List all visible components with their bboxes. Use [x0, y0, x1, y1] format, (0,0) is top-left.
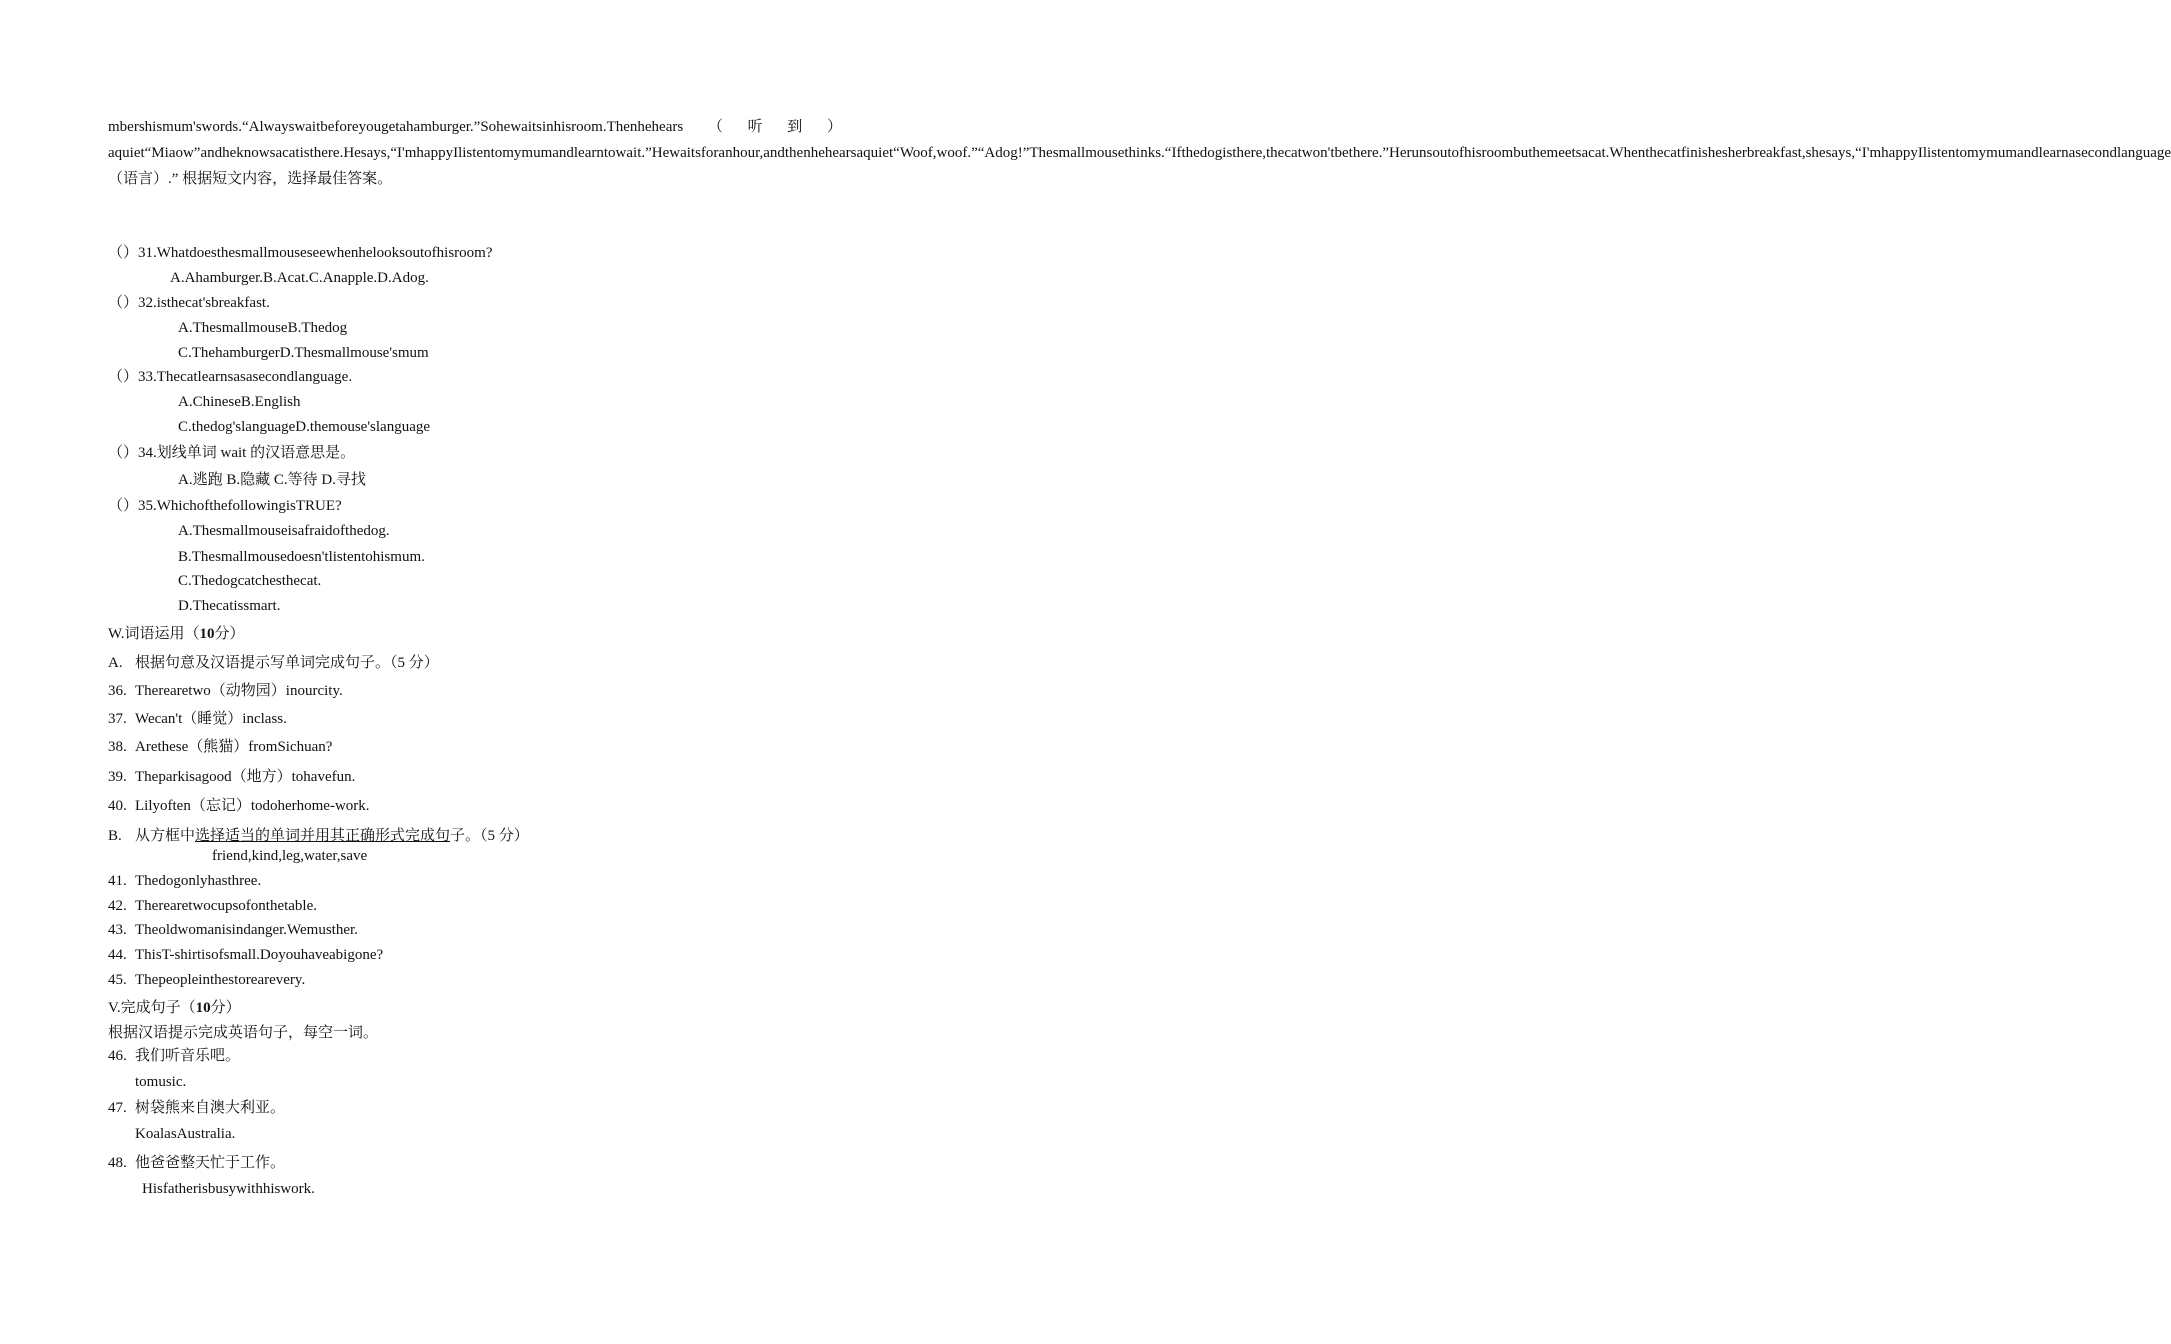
question-31: （）31.Whatdoesthesmallmouseseewhenhelooksoutofhisroom?	[108, 245, 493, 261]
question-32-options-2: C.ThehamburgerD.Thesmallmouse'smum	[178, 345, 429, 361]
reading-passage: mbershismum'swords.“Alwayswaitbeforeyougetahamburger.”Sohewaitsinhisroom.Thenhehears（听到）aquiet“Miaow”andheknowsacatisthere.Hesays,“I'mhappyIlistentomymumandlearntowait.”Hewaitsforanhour,andthenhehearsaquiet“Woof,woof.”“Adog!”Thesmallmousethinks.“Ifthedogisthere,thecatwon'tbethere.”Herunsoutofhisroombuthemeetsacat.Whenthecatfinishesherbreakfast,shesays,“I'mhappyIlistentomymumandlearnasecondlanguage（语言）.” 根据短文内容，选择最佳答案。	[108, 119, 2171, 187]
item-number: 41.	[108, 873, 127, 889]
item-number: 48.	[108, 1155, 127, 1171]
question-32-options-1: A.ThesmallmouseB.Thedog	[178, 320, 348, 336]
item-text: Wecan't（睡觉）inclass.	[135, 711, 287, 727]
item-number: 38.	[108, 739, 127, 755]
question-33-options-2: C.thedog'slanguageD.themouse'slanguage	[178, 419, 431, 435]
item-text: Theparkisagood（地方）tohavefun.	[135, 769, 356, 785]
section-5-instruction: 根据汉语提示完成英语句子，每空一词。	[108, 1025, 379, 1041]
section-5-score: 10	[195, 1000, 211, 1016]
question-35-option-a: A.Thesmallmouseisafraidofthedog.	[178, 523, 390, 539]
part-b-text-underlined: 选择适当的单词并用其正确形式完成句	[195, 828, 451, 844]
item-number: 42.	[108, 898, 127, 914]
section-4-title-suffix: 分）	[214, 626, 245, 642]
item-text: ThisT-shirtisofsmall.Doyouhaveabigone?	[135, 947, 384, 963]
item-number: 40.	[108, 798, 127, 814]
question-35-option-c: C.Thedogcatchesthecat.	[178, 573, 322, 589]
question-32: （）32.isthecat'sbreakfast.	[108, 295, 270, 311]
item-36	[108, 681, 343, 701]
item-number: 47.	[108, 1100, 127, 1116]
item-number: 36.	[108, 683, 127, 699]
item-48-english: Hisfatherisbusywithhiswork.	[142, 1181, 315, 1197]
item-39	[108, 767, 355, 787]
item-37	[108, 709, 287, 729]
item-text: Therearetwo（动物园）inourcity.	[135, 683, 343, 699]
section-4-title-prefix: W.词语运用（	[108, 626, 200, 642]
item-text: Lilyoften（忘记）todoherhome-work.	[135, 798, 370, 814]
part-a-label: A.	[108, 655, 123, 671]
question-33-options-1: A.ChineseB.English	[178, 394, 301, 410]
item-text: 他爸爸整天忙于工作。	[135, 1155, 286, 1171]
item-text: Therearetwocupsofonthetable.	[135, 898, 317, 914]
item-47-english: KoalasAustralia.	[135, 1126, 236, 1142]
item-38	[108, 737, 332, 757]
question-33: （）33.Thecatlearnsasasecondlanguage.	[108, 369, 353, 385]
question-34-options: A.逃跑 B.隐藏 C.等待 D.寻找	[178, 472, 366, 488]
item-46-english: tomusic.	[135, 1074, 187, 1090]
word-box: friend,kind,leg,water,save	[212, 848, 368, 864]
item-text: 我们听音乐吧。	[135, 1048, 241, 1064]
item-44	[108, 945, 383, 965]
item-text: Theoldwomanisindanger.Wemusther.	[135, 922, 358, 938]
part-a-instruction	[108, 653, 439, 673]
item-45	[108, 970, 305, 990]
part-b-text-pre: 从方框中	[135, 828, 196, 844]
item-41	[108, 871, 261, 891]
section-4-title	[108, 624, 245, 644]
part-b-label: B.	[108, 828, 122, 844]
question-35-option-d: D.Thecatissmart.	[178, 598, 281, 614]
item-48-chinese	[108, 1153, 285, 1173]
item-47-chinese	[108, 1098, 285, 1118]
part-b-text-post: 子。（5 分）	[450, 828, 529, 844]
item-46-chinese	[108, 1046, 240, 1066]
item-text: Thedogonlyhasthree.	[135, 873, 262, 889]
question-35-option-b: B.Thesmallmousedoesn'tlistentohismum.	[178, 549, 425, 565]
question-31-options: A.Ahamburger.B.Acat.C.Anapple.D.Adog.	[170, 270, 429, 286]
item-number: 37.	[108, 711, 127, 727]
section-5-title	[108, 998, 241, 1018]
section-5-title-prefix: V.完成句子（	[108, 1000, 196, 1016]
part-a-text: 根据句意及汉语提示写单词完成句子。（5 分）	[135, 655, 439, 671]
section-4-score: 10	[199, 626, 215, 642]
section-5-title-suffix: 分）	[210, 1000, 241, 1016]
question-34: （）34.划线单词 wait 的汉语意思是。	[108, 445, 356, 461]
item-number: 43.	[108, 922, 127, 938]
item-number: 44.	[108, 947, 127, 963]
item-number: 39.	[108, 769, 127, 785]
item-text: Thepeopleinthestorearevery.	[135, 972, 306, 988]
item-42	[108, 896, 317, 916]
item-number: 46.	[108, 1048, 127, 1064]
item-number: 45.	[108, 972, 127, 988]
part-b-instruction	[108, 826, 529, 846]
item-text: Arethese（熊猫）fromSichuan?	[135, 739, 333, 755]
item-43	[108, 920, 358, 940]
item-text: 树袋熊来自澳大利亚。	[135, 1100, 286, 1116]
item-40	[108, 796, 370, 816]
question-35: （）35.WhichofthefollowingisTRUE?	[108, 498, 342, 514]
